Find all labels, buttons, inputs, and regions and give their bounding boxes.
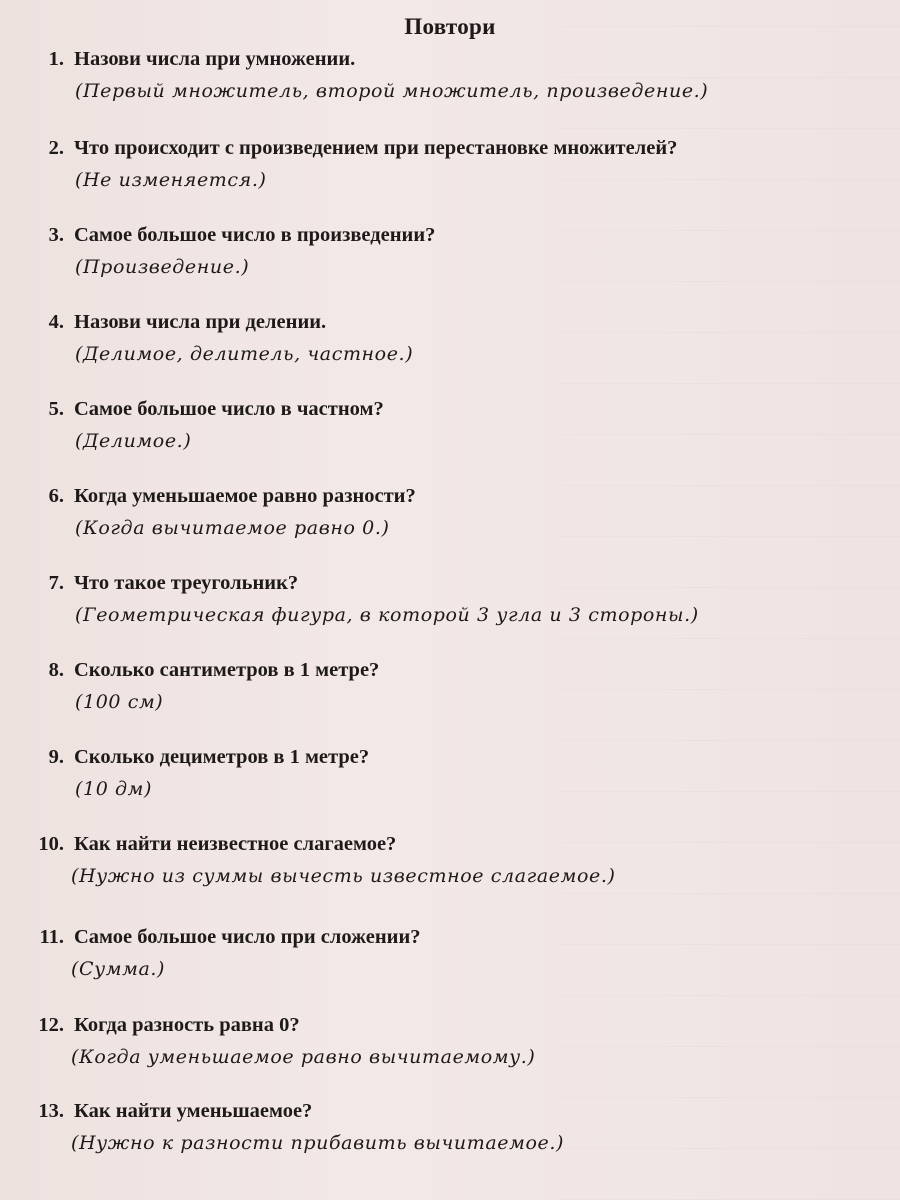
question	[0, 46, 900, 72]
answer-text: (Первый множитель, второй множитель, произведение.)	[75, 80, 709, 102]
question	[0, 744, 900, 770]
question	[0, 309, 900, 335]
answer-text: (100 см)	[75, 691, 164, 713]
qa-item-11	[0, 924, 900, 982]
answer-text: (Нужно к разности прибавить вычитаемое.)	[71, 1132, 565, 1154]
answer-text: (Не изменяется.)	[75, 169, 267, 191]
question-number: 11.	[39, 926, 64, 948]
question-number: 12.	[38, 1014, 64, 1036]
question-text: Сколько сантиметров в 1 метре?	[74, 659, 380, 681]
qa-item-4	[0, 309, 900, 367]
question-text: Сколько дециметров в 1 метре?	[74, 746, 370, 768]
qa-item-3	[0, 222, 900, 280]
question-text: Как найти уменьшаемое?	[74, 1100, 313, 1122]
question	[0, 222, 900, 248]
question	[0, 570, 900, 596]
answer-text: (10 дм)	[75, 778, 153, 800]
question-number: 3.	[48, 224, 64, 246]
question-text: Самое большое число в произведении?	[74, 224, 436, 246]
question	[0, 483, 900, 509]
answer-text: (Произведение.)	[75, 256, 250, 278]
question-text: Как найти неизвестное слагаемое?	[74, 833, 397, 855]
question-number: 8.	[48, 659, 64, 681]
question-number: 4.	[48, 311, 64, 333]
qa-item-13	[0, 1098, 900, 1156]
question	[0, 1098, 900, 1124]
answer-text: (Делимое.)	[75, 430, 192, 452]
question-number: 6.	[48, 485, 64, 507]
question-text: Что такое треугольник?	[74, 572, 299, 594]
question-number: 7.	[48, 572, 64, 594]
answer-text: (Геометрическая фигура, в которой 3 угла и 3 стороны.)	[75, 604, 699, 626]
question	[0, 657, 900, 683]
question-number: 9.	[48, 746, 64, 768]
question	[0, 1012, 900, 1038]
page-title: Повтори	[404, 14, 496, 39]
qa-item-12	[0, 1012, 900, 1070]
answer-text: (Делимое, делитель, частное.)	[75, 343, 414, 365]
question-text: Самое большое число при сложении?	[74, 926, 421, 948]
qa-item-2	[0, 135, 900, 193]
qa-item-7	[0, 570, 900, 628]
question-text: Назови числа при делении.	[74, 311, 327, 333]
answer-text: (Когда вычитаемое равно 0.)	[75, 517, 390, 539]
question-number: 1.	[48, 48, 64, 70]
question-number: 5.	[48, 398, 64, 420]
qa-item-5	[0, 396, 900, 454]
qa-item-6	[0, 483, 900, 541]
answer-text: (Сумма.)	[71, 958, 166, 980]
question	[0, 396, 900, 422]
qa-item-9	[0, 744, 900, 802]
answer-text: (Когда уменьшаемое равно вычитаемому.)	[71, 1046, 536, 1068]
question-text: Что происходит с произведением при перестановке множителей?	[74, 137, 678, 159]
qa-item-1	[0, 46, 900, 104]
question-number: 2.	[48, 137, 64, 159]
qa-item-10	[0, 831, 900, 889]
question-text: Самое большое число в частном?	[74, 398, 384, 420]
answer-text: (Нужно из суммы вычесть известное слагаемое.)	[71, 865, 616, 887]
question	[0, 135, 900, 161]
question-text: Когда уменьшаемое равно разности?	[74, 485, 416, 507]
qa-item-8	[0, 657, 900, 715]
question	[0, 831, 900, 857]
question	[0, 924, 900, 950]
question-text: Назови числа при умножении.	[74, 48, 356, 70]
question-number: 13.	[38, 1100, 64, 1122]
question-number: 10.	[38, 833, 64, 855]
question-text: Когда разность равна 0?	[74, 1014, 300, 1036]
